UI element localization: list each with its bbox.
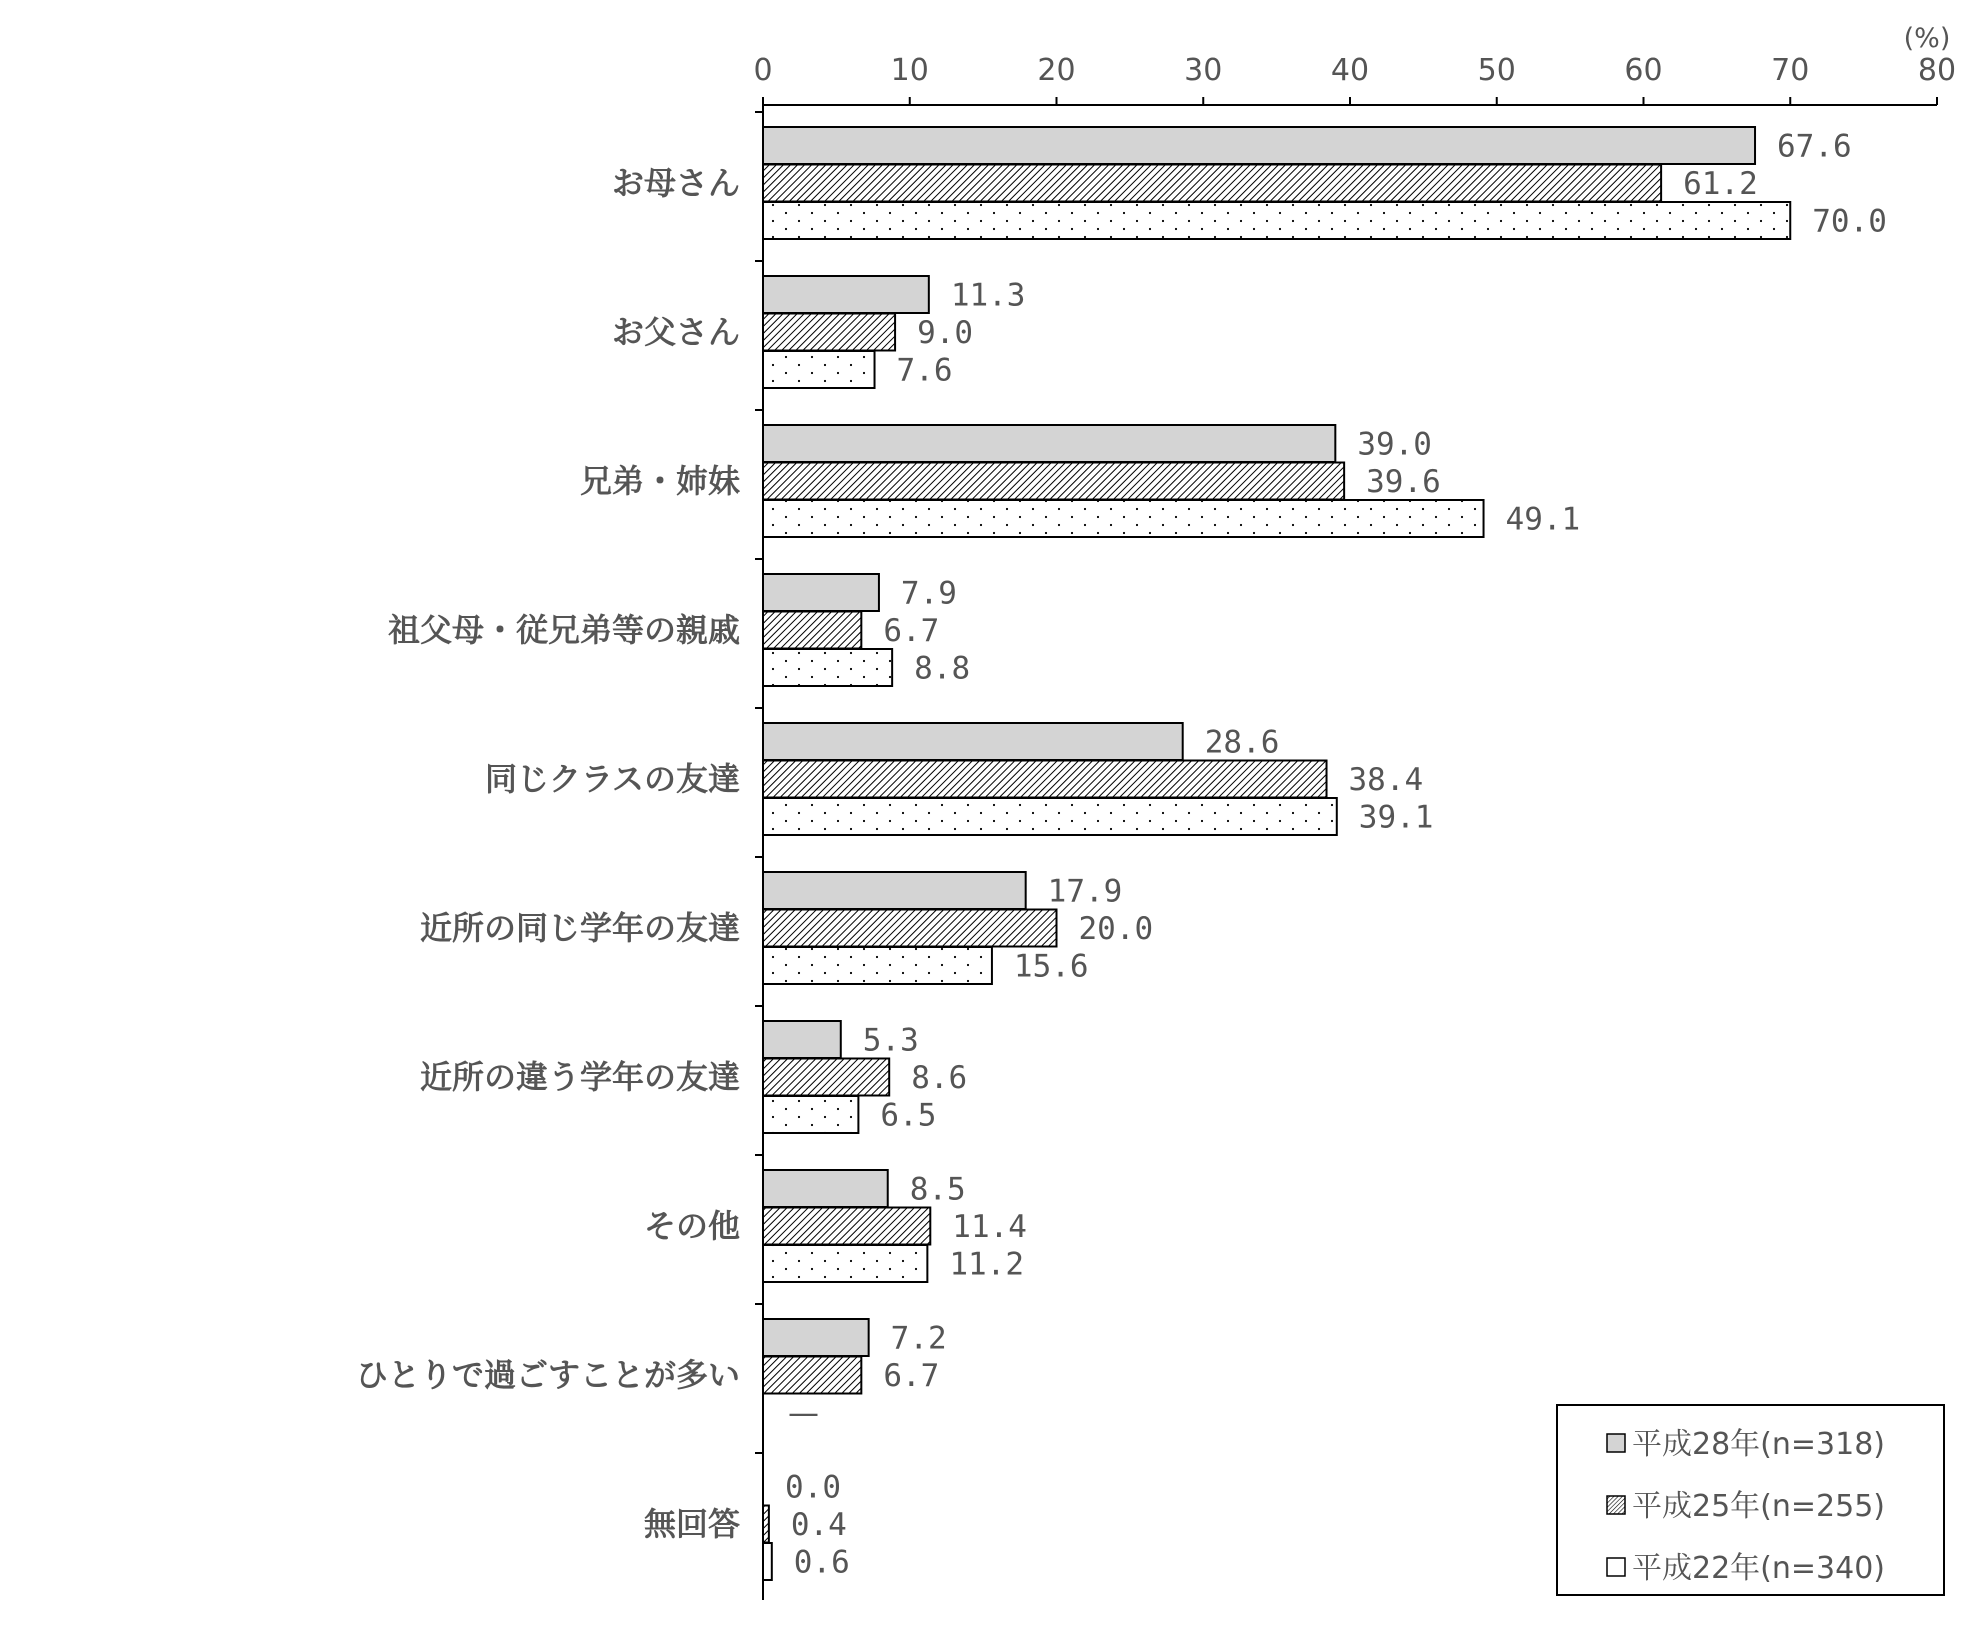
data-label: 11.4 xyxy=(952,1209,1027,1245)
bar xyxy=(763,910,1057,947)
bar xyxy=(763,1319,869,1356)
category-label: お母さん xyxy=(611,164,740,202)
bar xyxy=(763,1170,888,1207)
bar xyxy=(763,574,879,611)
bar xyxy=(763,1357,861,1394)
bar xyxy=(763,612,861,649)
unit-label: (%) xyxy=(1903,23,1951,54)
x-tick-label: 0 xyxy=(753,53,773,88)
x-tick-label: 40 xyxy=(1330,53,1370,88)
data-label: 6.7 xyxy=(883,1358,940,1394)
data-label: 8.5 xyxy=(909,1171,966,1208)
category-label: 無回答 xyxy=(643,1505,740,1543)
data-labels xyxy=(785,129,1887,1581)
data-label: 5.3 xyxy=(862,1022,919,1059)
bar xyxy=(763,127,1755,164)
bar xyxy=(763,1059,889,1096)
category-label: お父さん xyxy=(611,313,740,351)
data-label: 39.1 xyxy=(1358,799,1434,836)
legend xyxy=(1557,1405,1944,1595)
data-label: 0.0 xyxy=(785,1469,841,1506)
bar xyxy=(763,202,1790,239)
bar xyxy=(763,761,1327,798)
bar xyxy=(763,1543,772,1580)
data-label: 6.5 xyxy=(880,1097,937,1134)
bar xyxy=(763,1208,930,1245)
bar xyxy=(763,1021,841,1058)
bar xyxy=(763,1245,927,1282)
data-label: 9.0 xyxy=(917,315,974,351)
data-label: 17.9 xyxy=(1047,873,1123,910)
category-label: ひとりで過ごすことが多い xyxy=(355,1356,740,1394)
data-label: 6.7 xyxy=(883,613,940,649)
bar xyxy=(763,276,929,313)
data-label: 0.6 xyxy=(793,1544,850,1581)
data-label: 20.0 xyxy=(1078,911,1154,947)
data-label: 49.1 xyxy=(1505,501,1581,538)
legend-swatch xyxy=(1607,1434,1625,1452)
data-label: 7.2 xyxy=(890,1320,947,1357)
x-tick-label: 50 xyxy=(1477,53,1516,88)
data-label: 7.6 xyxy=(896,352,953,389)
x-tick-label: 70 xyxy=(1771,53,1810,88)
bar xyxy=(763,314,895,351)
data-label: 11.3 xyxy=(950,277,1026,314)
data-label: 15.6 xyxy=(1013,948,1089,985)
x-tick-label: 20 xyxy=(1037,53,1076,88)
bar xyxy=(763,425,1335,462)
data-label: 8.6 xyxy=(911,1060,968,1096)
x-tick-label: 10 xyxy=(890,53,929,88)
data-label: 0.4 xyxy=(790,1507,847,1543)
category-label: 兄弟・姉妹 xyxy=(579,462,740,500)
data-label: 38.4 xyxy=(1348,762,1424,798)
data-label: 70.0 xyxy=(1812,203,1887,240)
category-label: 祖父母・従兄弟等の親戚 xyxy=(387,611,740,649)
category-labels xyxy=(356,164,740,1543)
data-label: 61.2 xyxy=(1683,166,1758,202)
bar xyxy=(763,872,1026,909)
bar xyxy=(763,1506,769,1543)
bar xyxy=(763,351,875,388)
legend-label: 平成28年(n=318) xyxy=(1632,1427,1885,1462)
category-label: 近所の同じ学年の友達 xyxy=(419,909,740,947)
legend-label: 平成25年(n=255) xyxy=(1632,1489,1885,1524)
x-tick-label: 80 xyxy=(1917,53,1957,88)
x-tick-label: 30 xyxy=(1184,53,1223,88)
bar xyxy=(763,723,1183,760)
data-label: 11.2 xyxy=(949,1246,1025,1283)
bar xyxy=(763,798,1337,835)
data-label: 7.9 xyxy=(900,575,957,612)
bar xyxy=(763,165,1661,202)
category-label: 同じクラスの友達 xyxy=(484,760,740,798)
data-label: 8.8 xyxy=(914,650,971,687)
data-label: 39.0 xyxy=(1357,426,1432,463)
category-label: その他 xyxy=(643,1207,740,1245)
x-tick-label: 60 xyxy=(1624,53,1663,88)
category-label: 近所の違う学年の友達 xyxy=(419,1058,740,1096)
data-label: — xyxy=(788,1395,819,1432)
bar xyxy=(763,649,892,686)
data-label: 28.6 xyxy=(1204,724,1280,761)
bar xyxy=(763,500,1484,537)
legend-swatch xyxy=(1607,1558,1625,1576)
legend-label: 平成22年(n=340) xyxy=(1632,1551,1885,1586)
data-label: 39.6 xyxy=(1366,464,1441,500)
bar xyxy=(763,1096,858,1133)
data-label: 67.6 xyxy=(1777,128,1852,165)
bar xyxy=(763,947,992,984)
bar xyxy=(763,463,1344,500)
legend-swatch xyxy=(1607,1496,1625,1514)
